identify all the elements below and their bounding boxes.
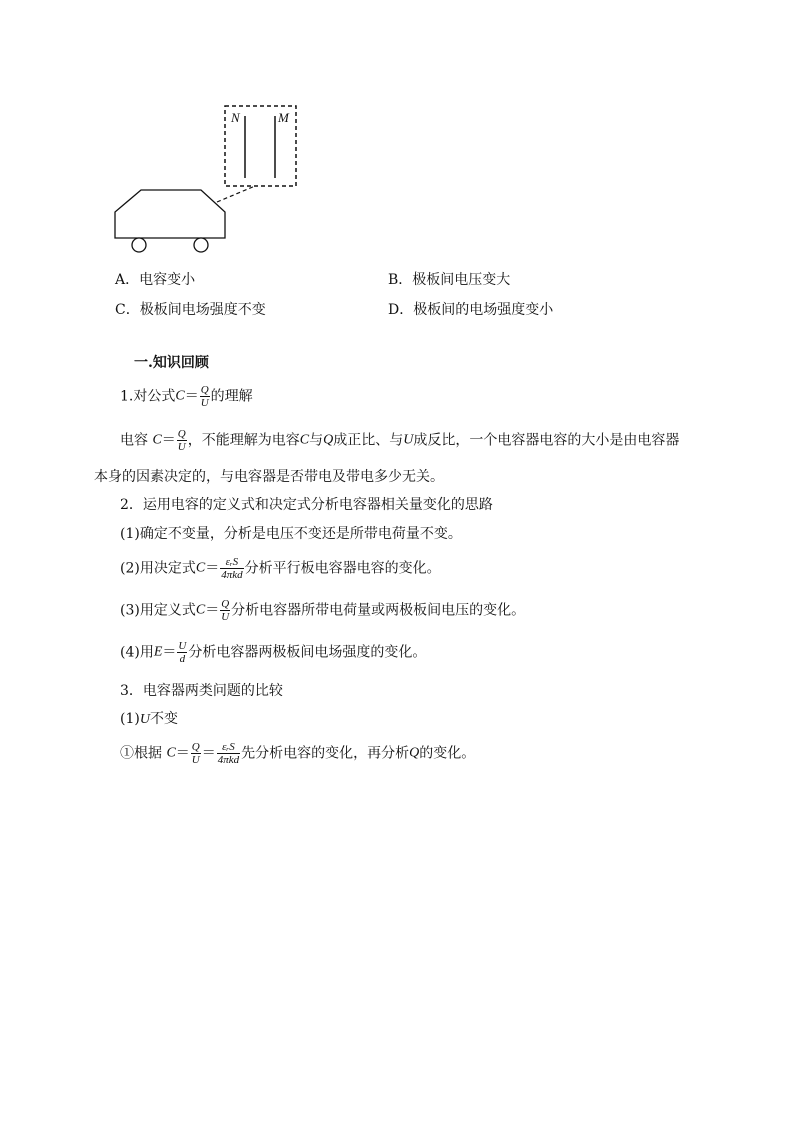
dashed-connector: [217, 186, 255, 202]
option-text: 极板间的电场强度变小: [413, 302, 554, 318]
sub31-line: [120, 712, 178, 727]
sub4-eq: ＝: [162, 644, 177, 661]
sub2-prefix: (2)用决定式: [120, 560, 196, 577]
para1-t4: 成反比，一个电容器电容的大小是由电容器: [413, 432, 680, 449]
sub3-c: C: [195, 602, 206, 618]
sub4-num: U: [178, 640, 187, 652]
sub4-e: E: [153, 644, 163, 660]
para1-t3: 成正比、与: [333, 432, 404, 449]
option-letter: A．: [115, 272, 140, 288]
option-text: 电容变小: [139, 272, 196, 288]
para1-c: C: [152, 432, 162, 448]
item1-fraction: [200, 384, 210, 409]
sub3-num: Q: [221, 598, 230, 610]
sub31-u: U: [139, 712, 150, 727]
sub2-num: εᵣS: [225, 556, 239, 568]
circle1-t2: 的变化。: [419, 745, 476, 762]
circle1-prefix: ①根据: [120, 745, 162, 762]
circle1-den1: U: [191, 754, 200, 766]
sub4-line: [120, 640, 426, 665]
sub3-line: [120, 598, 525, 623]
sub3-eq: ＝: [205, 602, 220, 619]
para1-den: U: [177, 441, 186, 453]
option-c: [115, 303, 266, 317]
sub3-prefix: (3)用定义式: [120, 602, 196, 619]
sub1-line: (1)确定不变量，分析是电压不变还是所带电荷量不变。: [120, 526, 462, 542]
para1-t1: ，不能理解为电容: [187, 432, 300, 449]
para1-t2: 与: [309, 432, 324, 449]
option-letter: D．: [388, 302, 414, 318]
para1-num: Q: [177, 428, 186, 440]
circle1-num2: εᵣS: [222, 741, 235, 753]
sub2-eq: ＝: [205, 560, 220, 577]
circle1-line: [120, 741, 475, 766]
sub4-suffix: 分析电容器两极板间电场强度的变化。: [188, 644, 427, 661]
sub2-c: C: [195, 560, 206, 576]
item1-den: U: [200, 397, 209, 409]
option-d: [388, 303, 553, 317]
car-body: [115, 190, 225, 238]
circle1-fraction1: [191, 741, 201, 766]
sub3-suffix: 分析电容器所带电荷量或两极板间电压的变化。: [231, 602, 526, 619]
item1-eq: ＝: [184, 388, 199, 405]
item3-line: 3．电容器两类问题的比较: [120, 683, 283, 699]
para1-q: Q: [323, 432, 334, 448]
circle1-q: Q: [409, 745, 420, 761]
circle1-fraction2: [217, 741, 240, 766]
option-letter: C．: [115, 302, 140, 318]
sub3-den: U: [221, 611, 230, 623]
item2-line: 2．运用电容的定义式和决定式分析电容器相关量变化的思路: [120, 497, 493, 513]
sub31-prefix: (1): [120, 711, 140, 727]
sub3-fraction: [220, 598, 230, 623]
sub4-fraction: [177, 640, 187, 665]
sub4-prefix: (4)用: [120, 644, 154, 661]
option-b: [388, 273, 510, 287]
sub2-den: 4πkd: [221, 569, 243, 581]
item1-c: C: [175, 388, 185, 404]
para1-lead: 电容: [120, 432, 148, 449]
para1-line2: 本身的因素决定的，与电容器是否带电及带电多少无关。: [94, 469, 444, 485]
item1-prefix: 1.对公式: [120, 388, 176, 405]
sub2-fraction: [220, 556, 243, 581]
circle1-t1: 先分析电容的变化，再分析: [241, 745, 410, 762]
option-letter: B．: [388, 272, 413, 288]
car-wheel-right: [194, 238, 208, 252]
label-n: N: [231, 110, 240, 125]
circle1-eq1: ＝: [175, 745, 190, 762]
circle1-den2: 4πkd: [217, 754, 240, 766]
option-a: [115, 273, 195, 287]
sub2-suffix: 分析平行板电容器电容的变化。: [244, 560, 441, 577]
car-wheel-left: [132, 238, 146, 252]
capacitor-car-figure: [105, 100, 305, 260]
para1-line1: [120, 428, 679, 453]
item1-num: Q: [200, 384, 209, 396]
sub4-den: d: [177, 652, 187, 665]
label-m: M: [278, 110, 289, 125]
para1-u: U: [403, 432, 414, 448]
sub31-suffix: 不变: [149, 711, 178, 727]
circle1-eq2: ＝: [201, 745, 216, 762]
sub2-line: [120, 556, 441, 581]
para1-fraction: [177, 428, 187, 453]
section-title: 一.知识回顾: [134, 355, 209, 371]
circle1-num1: Q: [191, 741, 200, 753]
item1-suffix: 的理解: [210, 388, 253, 405]
para1-c2: C: [299, 432, 310, 448]
circle1-c: C: [166, 745, 176, 761]
option-text: 极板间电压变大: [412, 272, 511, 288]
para1-eq: ＝: [161, 432, 176, 449]
option-text: 极板间电场强度不变: [139, 302, 266, 318]
item1-line: [120, 384, 253, 409]
